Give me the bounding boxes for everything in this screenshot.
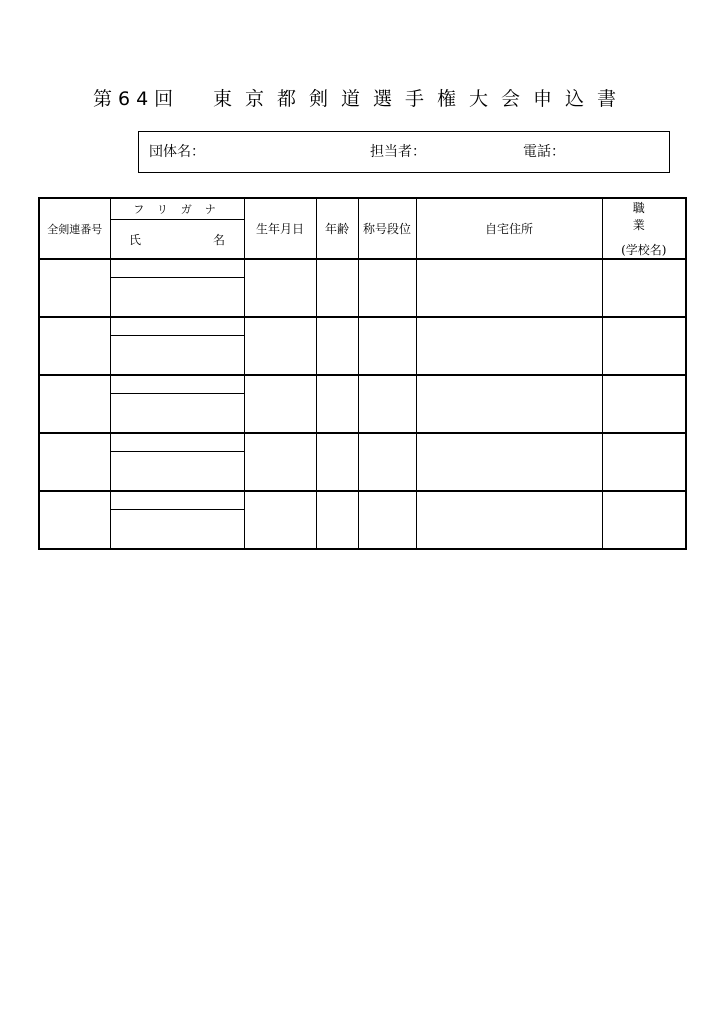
cell-address[interactable] <box>416 259 602 317</box>
group-name-label[interactable]: 団体名： <box>149 144 205 160</box>
cell-age[interactable] <box>316 317 358 375</box>
cell-age[interactable] <box>316 259 358 317</box>
cell-member-no[interactable] <box>39 317 110 375</box>
cell-birthdate[interactable] <box>244 259 316 317</box>
cell-occupation[interactable] <box>602 433 686 491</box>
cell-rank[interactable] <box>358 491 416 549</box>
cell-name[interactable] <box>110 509 244 549</box>
cell-rank[interactable] <box>358 433 416 491</box>
cell-furigana[interactable] <box>110 259 244 277</box>
header-name-right: 名 <box>212 232 225 247</box>
title-main: 東京都剣道選手権大会申込書 <box>213 88 630 110</box>
form-title <box>0 84 724 116</box>
cell-birthdate[interactable] <box>244 433 316 491</box>
cell-name[interactable] <box>110 393 244 433</box>
table-row <box>39 433 686 451</box>
cell-occupation[interactable] <box>602 259 686 317</box>
application-table <box>38 197 687 550</box>
header-rank: 称号段位 <box>358 198 416 259</box>
cell-address[interactable] <box>416 491 602 549</box>
cell-furigana[interactable] <box>110 375 244 393</box>
header-age: 年齢 <box>316 198 358 259</box>
cell-occupation[interactable] <box>602 317 686 375</box>
cell-name[interactable] <box>110 335 244 375</box>
cell-furigana[interactable] <box>110 317 244 335</box>
cell-occupation[interactable] <box>602 375 686 433</box>
person-in-charge-label[interactable]: 担当者： <box>370 144 426 160</box>
header-name <box>110 220 244 259</box>
header-birthdate: 生年月日 <box>244 198 316 259</box>
table-row <box>39 259 686 277</box>
table-row <box>39 317 686 335</box>
header-occupation-line1: 職業 <box>632 201 675 232</box>
cell-member-no[interactable] <box>39 433 110 491</box>
header-member-no: 全剣連番号 <box>39 198 110 259</box>
cell-rank[interactable] <box>358 317 416 375</box>
title-edition: 第64回 <box>93 88 180 110</box>
info-box <box>138 131 670 173</box>
cell-furigana[interactable] <box>110 491 244 509</box>
phone-label[interactable]: 電話： <box>523 144 565 160</box>
cell-furigana[interactable] <box>110 433 244 451</box>
cell-age[interactable] <box>316 433 358 491</box>
cell-birthdate[interactable] <box>244 491 316 549</box>
cell-member-no[interactable] <box>39 491 110 549</box>
cell-member-no[interactable] <box>39 375 110 433</box>
cell-name[interactable] <box>110 277 244 317</box>
table-row <box>39 375 686 393</box>
cell-name[interactable] <box>110 451 244 491</box>
cell-rank[interactable] <box>358 259 416 317</box>
cell-member-no[interactable] <box>39 259 110 317</box>
cell-rank[interactable] <box>358 375 416 433</box>
cell-address[interactable] <box>416 433 602 491</box>
header-occupation <box>602 198 686 259</box>
cell-address[interactable] <box>416 317 602 375</box>
cell-address[interactable] <box>416 375 602 433</box>
header-address: 自宅住所 <box>416 198 602 259</box>
header-occupation-line2: (学校名) <box>621 243 667 257</box>
cell-birthdate[interactable] <box>244 317 316 375</box>
cell-birthdate[interactable] <box>244 375 316 433</box>
header-name-left: 氏 <box>129 232 142 247</box>
header-furigana: フリガナ <box>110 198 244 220</box>
table-row <box>39 491 686 509</box>
cell-occupation[interactable] <box>602 491 686 549</box>
cell-age[interactable] <box>316 491 358 549</box>
cell-age[interactable] <box>316 375 358 433</box>
